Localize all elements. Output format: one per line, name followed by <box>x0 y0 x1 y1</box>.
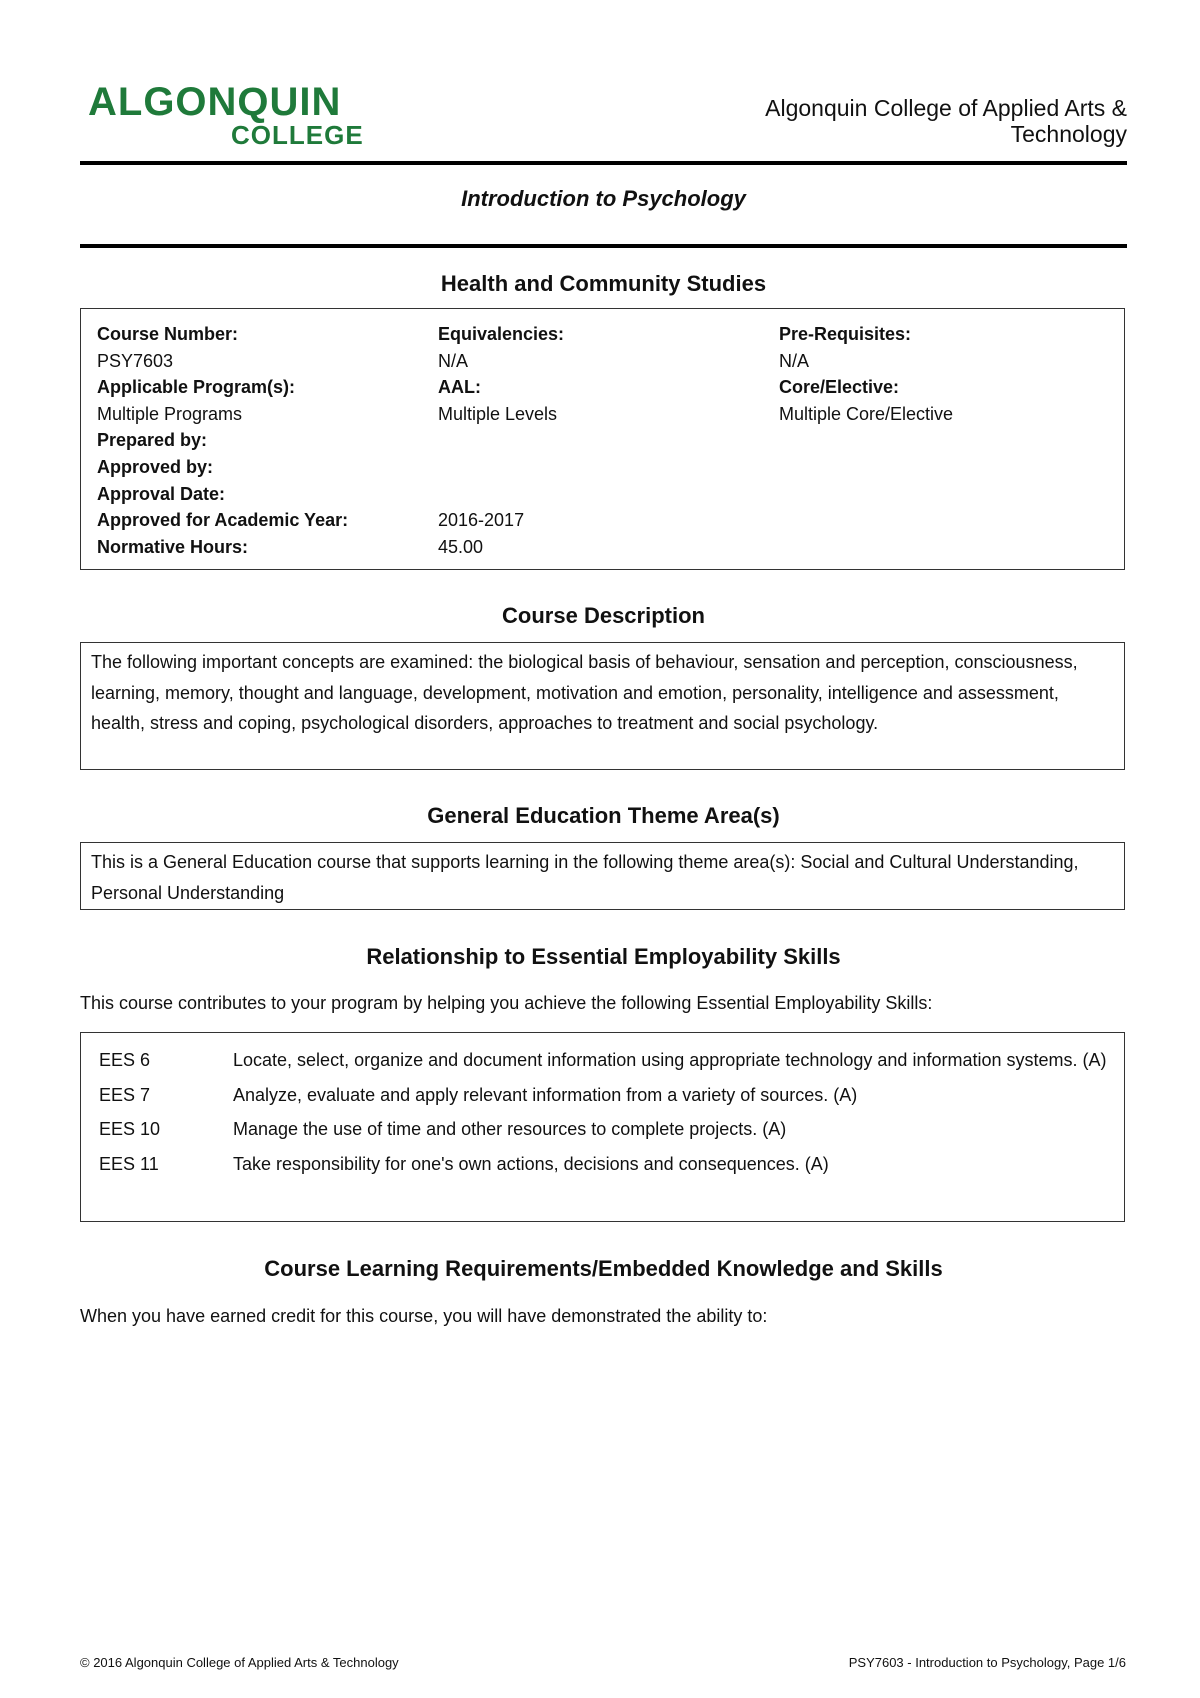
info-column-3 <box>779 321 1109 427</box>
ees-intro: This course contributes to your program by helping you achieve the following Essential Employability Skills: <box>80 993 933 1013</box>
header-divider <box>80 161 1127 165</box>
info-column-1 <box>97 321 427 560</box>
institution-line-1: Algonquin College of Applied Arts & <box>765 95 1127 121</box>
course-number-value: PSY7603 <box>97 350 174 371</box>
ees-code: EES 10 <box>99 1119 161 1139</box>
ees-heading: Relationship to Essential Employability Skills <box>366 944 841 969</box>
footer-copyright: © 2016 Algonquin College of Applied Arts & Technology <box>80 1655 399 1670</box>
normative-hours-value: 45.00 <box>438 536 484 557</box>
equivalencies-label: Equivalencies: <box>438 324 565 344</box>
department-heading: Health and Community Studies <box>440 271 767 296</box>
ees-text: Locate, select, organize and document information using appropriate technology and information systems. (A) <box>233 1050 1107 1070</box>
ees-code: EES 11 <box>99 1153 159 1174</box>
clr-heading: Course Learning Requirements/Embedded Knowledge and Skills <box>264 1256 943 1281</box>
table-row <box>99 1080 1109 1115</box>
course-description-box <box>80 642 1125 770</box>
applicable-programs-label: Applicable Program(s): <box>97 377 296 398</box>
approved-by-label: Approved by: <box>97 456 214 477</box>
academic-year-label: Approved for Academic Year: <box>97 510 349 531</box>
equivalencies-value: N/A <box>438 350 469 371</box>
info-column-2 <box>438 321 768 560</box>
approval-date-label: Approval Date: <box>97 483 226 504</box>
prerequisites-label: Pre-Requisites: <box>779 324 912 344</box>
ees-text: Manage the use of time and other resources to complete projects. (A) <box>233 1119 787 1139</box>
footer-page-info: PSY7603 - Introduction to Psychology, Page 1/6 <box>848 1655 1126 1670</box>
title-divider <box>80 244 1127 248</box>
table-row <box>99 1149 1109 1184</box>
ees-code: EES 7 <box>99 1084 151 1105</box>
core-elective-value: Multiple Core/Elective <box>779 403 954 424</box>
academic-year-value: 2016-2017 <box>438 510 525 531</box>
prepared-by-label: Prepared by: <box>97 430 208 451</box>
prerequisites-value: N/A <box>779 350 810 371</box>
ees-text: Analyze, evaluate and apply relevant information from a variety of sources. (A) <box>233 1084 858 1105</box>
logo-wordmark: ALGONQUIN <box>88 80 342 124</box>
gen-ed-box <box>80 842 1125 910</box>
clr-intro: When you have earned credit for this course, you will have demonstrated the ability to: <box>80 1306 768 1326</box>
table-row <box>99 1114 1109 1149</box>
course-title: Introduction to Psychology <box>461 186 746 211</box>
course-description-text: The following important concepts are examined: the biological basis of behaviour, sensation and perception, consciousness, learning, memory, thought and language, development, motivation and emotion, personality, intelligence and assessment, health, stress and coping, psychological disorders, approaches to treatment and social psychology. <box>91 652 1078 733</box>
ees-box <box>80 1032 1125 1222</box>
logo-subtitle: COLLEGE <box>231 120 364 150</box>
gen-ed-text: This is a General Education course that supports learning in the following theme area(s): Social and Cultural Understanding, Personal Understanding <box>91 852 1079 903</box>
ees-code: EES 6 <box>99 1050 151 1070</box>
ees-table <box>99 1045 1109 1183</box>
course-number-label: Course Number: <box>97 324 239 344</box>
gen-ed-heading: General Education Theme Area(s) <box>427 803 780 828</box>
institution-name <box>707 95 1127 147</box>
course-info-box <box>80 308 1125 570</box>
normative-hours-label: Normative Hours: <box>97 536 249 557</box>
aal-label: AAL: <box>438 377 481 398</box>
core-elective-label: Core/Elective: <box>779 377 900 398</box>
table-row <box>99 1045 1109 1080</box>
aal-value: Multiple Levels <box>438 403 558 424</box>
course-description-heading: Course Description <box>502 603 705 628</box>
ees-text: Take responsibility for one's own actions, decisions and consequences. (A) <box>233 1153 829 1174</box>
algonquin-logo <box>88 80 368 150</box>
institution-line-2: Technology <box>1010 121 1127 147</box>
applicable-programs-value: Multiple Programs <box>97 403 243 424</box>
